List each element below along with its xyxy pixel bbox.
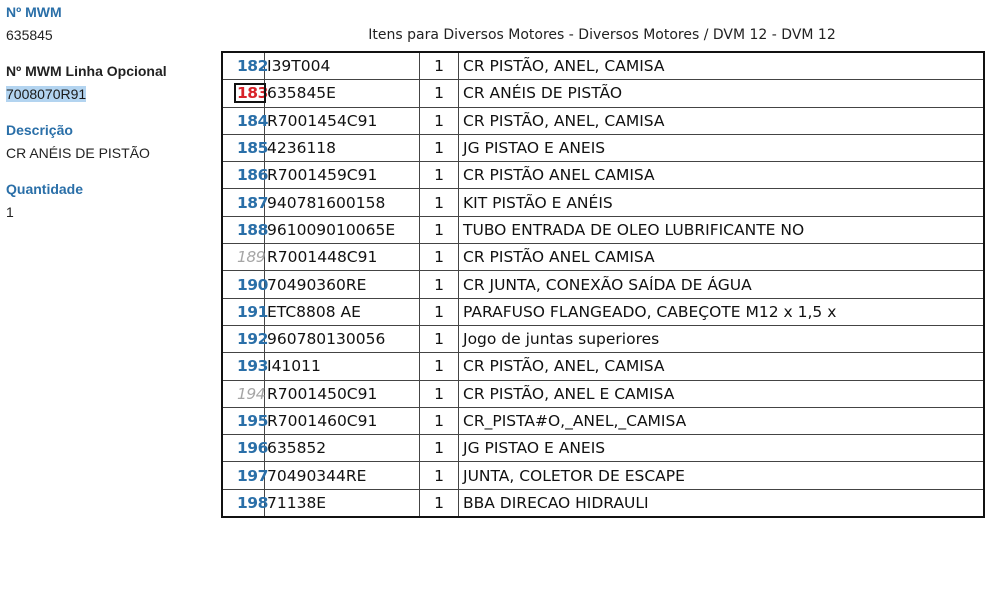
mwm-number-label: Nº MWM [6, 4, 62, 20]
item-number-cell [222, 189, 268, 216]
part-code-cell [265, 244, 420, 271]
mwm-number-value: 635845 [6, 27, 53, 43]
part-code: 70490360RE [267, 275, 367, 294]
part-code-cell [265, 489, 420, 517]
table-row[interactable] [222, 325, 984, 352]
table-row[interactable] [222, 52, 984, 80]
item-number-link[interactable]: 195 [237, 412, 268, 430]
table-row[interactable] [222, 435, 984, 462]
table-row[interactable] [222, 216, 984, 243]
part-code: R7001454C91 [267, 111, 378, 130]
quantity-cell: 1 [420, 52, 459, 80]
item-number-cell [222, 134, 268, 161]
description-cell: CR PISTÃO, ANEL, CAMISA [459, 107, 985, 134]
description-cell: JG PISTAO E ANEIS [459, 435, 985, 462]
part-code-cell [265, 407, 420, 434]
item-number-link[interactable]: 194 [237, 384, 266, 403]
quantity-cell: 1 [420, 244, 459, 271]
quantity-cell: 1 [420, 107, 459, 134]
quantity-cell: 1 [420, 271, 459, 298]
part-code-cell [265, 271, 420, 298]
part-code: ETC8808 AE [267, 302, 361, 321]
quantity-cell: 1 [420, 435, 459, 462]
item-number-link[interactable]: 188 [237, 220, 268, 239]
part-code: 960780130056 [267, 330, 386, 349]
quantity-label: Quantidade [6, 181, 84, 197]
description-cell: CR PISTÃO ANEL CAMISA [459, 162, 985, 189]
item-number-link[interactable]: 186 [237, 166, 268, 185]
description-cell: CR PISTÃO, ANEL, CAMISA [459, 353, 985, 380]
description-cell: CR JUNTA, CONEXÃO SAÍDA DE ÁGUA [459, 271, 985, 298]
part-code-cell [265, 353, 420, 380]
table-row[interactable] [222, 162, 984, 189]
description-cell: TUBO ENTRADA DE OLEO LUBRIFICANTE NO [459, 216, 985, 243]
table-row[interactable] [222, 134, 984, 161]
part-code: 635852 [267, 439, 327, 458]
description-cell: CR PISTÃO ANEL CAMISA [459, 244, 985, 271]
description-cell: CR_PISTA#O,_ANEL,_CAMISA [459, 407, 985, 434]
part-code-cell [265, 216, 420, 243]
part-code: R7001459C91 [267, 166, 378, 185]
catalog-header: Itens para Diversos Motores - Diversos Motores / DVM 12 - DVM 12 [368, 27, 836, 43]
item-number-cell [222, 271, 268, 298]
item-number-cell [222, 353, 268, 380]
item-number-cell [222, 435, 268, 462]
item-number-cell [222, 80, 268, 107]
item-number-cell [222, 216, 268, 243]
description-cell: BBA DIRECAO HIDRAULI [463, 493, 649, 512]
table-row[interactable] [222, 80, 984, 107]
part-code: 71138E [267, 493, 327, 512]
item-number-link[interactable]: 185 [237, 139, 268, 158]
part-code: R7001460C91 [267, 412, 378, 430]
description-cell: CR ANÉIS DE PISTÃO [459, 80, 985, 107]
quantity-cell: 1 [420, 216, 459, 243]
item-number-link[interactable]: 197 [237, 466, 268, 485]
quantity-value: 1 [6, 204, 14, 220]
quantity-cell: 1 [420, 489, 459, 517]
quantity-cell: 1 [420, 298, 459, 325]
part-code-cell [265, 380, 420, 407]
part-code-cell [265, 134, 420, 161]
item-number-link[interactable]: 198 [237, 493, 268, 512]
item-number-cell [222, 52, 268, 80]
part-code-cell [265, 189, 420, 216]
table-row[interactable] [222, 189, 984, 216]
optional-line-label: Nº MWM Linha Opcional [6, 63, 167, 79]
table-row[interactable] [222, 353, 984, 380]
part-code-cell [265, 52, 420, 80]
part-code-cell [265, 298, 420, 325]
quantity-cell: 1 [420, 380, 459, 407]
part-code: R7001450C91 [267, 384, 378, 403]
description-label: Descrição [6, 122, 73, 138]
item-number-cell [222, 244, 265, 271]
description-cell: CR PISTÃO, ANEL E CAMISA [459, 380, 985, 407]
item-number-link[interactable]: 183 [237, 84, 268, 103]
item-number-link[interactable]: 192 [237, 330, 268, 349]
item-number-cell [222, 462, 268, 489]
quantity-cell: 1 [420, 80, 459, 107]
parts-table [221, 51, 985, 518]
optional-line-value[interactable] [6, 85, 86, 103]
description-cell: JG PISTAO E ANEIS [459, 134, 985, 161]
description-cell: CR PISTÃO, ANEL, CAMISA [459, 52, 985, 80]
description-cell: KIT PISTÃO E ANÉIS [459, 189, 985, 216]
part-code-cell [265, 435, 420, 462]
table-row[interactable] [222, 407, 984, 434]
quantity-cell: 1 [420, 462, 459, 489]
item-number-link[interactable]: 191 [237, 302, 268, 321]
table-row[interactable] [222, 107, 984, 134]
item-number-cell [222, 380, 265, 407]
part-code: I39T004 [267, 57, 331, 76]
part-code: 70490344RE [267, 466, 367, 485]
quantity-cell: 1 [420, 407, 459, 434]
part-code: R7001448C91 [267, 248, 378, 267]
item-number-link[interactable]: 187 [237, 193, 268, 212]
part-code-cell [265, 462, 420, 489]
quantity-cell: 1 [420, 325, 459, 352]
table-row[interactable] [222, 271, 984, 298]
item-number-cell [222, 489, 268, 517]
table-row[interactable] [222, 462, 984, 489]
part-code: I41011 [267, 357, 321, 376]
description-cell: Jogo de juntas superiores [459, 325, 985, 352]
item-number-cell [222, 162, 268, 189]
description-value: CR ANÉIS DE PISTÃO [6, 145, 150, 161]
item-number-cell [222, 107, 268, 134]
quantity-cell: 1 [420, 134, 459, 161]
part-code: 940781600158 [267, 193, 386, 212]
optional-line-value-text: 7008070R91 [6, 86, 87, 102]
table-row[interactable] [222, 489, 984, 517]
part-code: 961009010065E [267, 220, 396, 239]
table-row[interactable] [222, 244, 984, 271]
item-number-cell [222, 325, 268, 352]
description-cell: PARAFUSO FLANGEADO, CABEÇOTE M12 x 1,5 x [459, 298, 985, 325]
item-number-link[interactable]: 184 [237, 111, 268, 130]
item-number-link[interactable]: 196 [237, 439, 268, 458]
item-number-link[interactable]: 193 [237, 357, 268, 376]
item-number-cell [222, 298, 268, 325]
part-code-cell [265, 107, 420, 134]
part-code: 4236118 [267, 139, 337, 158]
table-row[interactable] [222, 380, 984, 407]
item-number-link[interactable]: 190 [237, 275, 268, 294]
part-code-cell [265, 325, 420, 352]
quantity-cell: 1 [420, 353, 459, 380]
quantity-cell: 1 [420, 189, 459, 216]
description-cell: JUNTA, COLETOR DE ESCAPE [459, 462, 985, 489]
table-row[interactable] [222, 298, 984, 325]
item-number-link[interactable]: 189 [237, 248, 266, 267]
part-code: 635845E [267, 84, 336, 103]
item-number-cell [222, 407, 268, 434]
part-code-cell [265, 80, 420, 107]
quantity-cell: 1 [420, 162, 459, 189]
item-number-link[interactable]: 182 [237, 57, 268, 76]
part-code-cell [265, 162, 420, 189]
